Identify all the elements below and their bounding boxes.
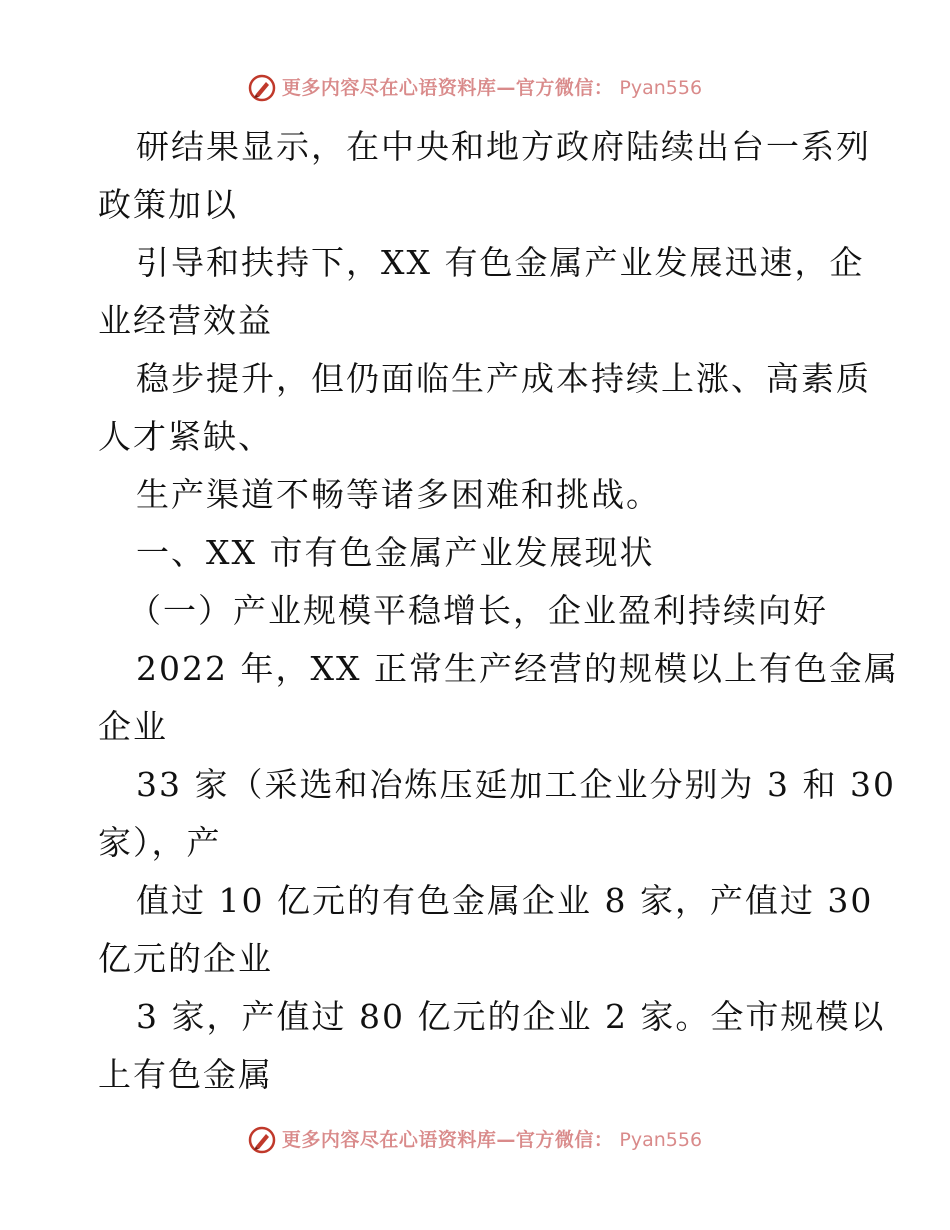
text-line: 上有色金属: [98, 1055, 273, 1094]
text-line: 家），产: [98, 823, 222, 862]
text-line: 值过 10 亿元的有色金属企业 8 家，产值过 30: [136, 881, 874, 920]
subsection-heading: （一）产业规模平稳增长，企业盈利持续向好: [128, 591, 828, 630]
text-line: 政策加以: [98, 185, 238, 224]
section-heading: 一、XX 市有色金属产业发展现状: [136, 533, 655, 572]
text-line: 2022 年，XX 正常生产经营的规模以上有色金属: [136, 649, 899, 688]
watermark-text: 更多内容尽在心语资料库—官方微信：: [281, 77, 614, 99]
watermark-text: 更多内容尽在心语资料库—官方微信：: [281, 1129, 614, 1151]
text-line: 稳步提升，但仍面临生产成本持续上涨、高素质: [136, 359, 871, 398]
text-line: 33 家（采选和冶炼压延加工企业分别为 3 和 30: [136, 765, 896, 804]
watermark-wechat-id: Pyan556: [619, 77, 703, 99]
text-line: 生产渠道不畅等诸多困难和挑战。: [136, 475, 661, 514]
pen-logo-icon: [248, 1126, 276, 1154]
text-line: 3 家，产值过 80 亿元的企业 2 家。全市规模以: [136, 997, 886, 1036]
text-line: 研结果显示，在中央和地方政府陆续出台一系列: [136, 127, 871, 166]
watermark-wechat-id: Pyan556: [619, 1129, 703, 1151]
body-text: [98, 118, 899, 1104]
text-line: 人才紧缺、: [98, 417, 273, 456]
footer-watermark: [0, 1126, 950, 1154]
header-watermark: [0, 74, 950, 102]
pen-logo-icon: [248, 74, 276, 102]
text-line: 企业: [98, 707, 168, 746]
text-line: 引导和扶持下，XX 有色金属产业发展迅速，企: [136, 243, 865, 282]
text-line: 业经营效益: [98, 301, 273, 340]
text-line: 亿元的企业: [98, 939, 273, 978]
